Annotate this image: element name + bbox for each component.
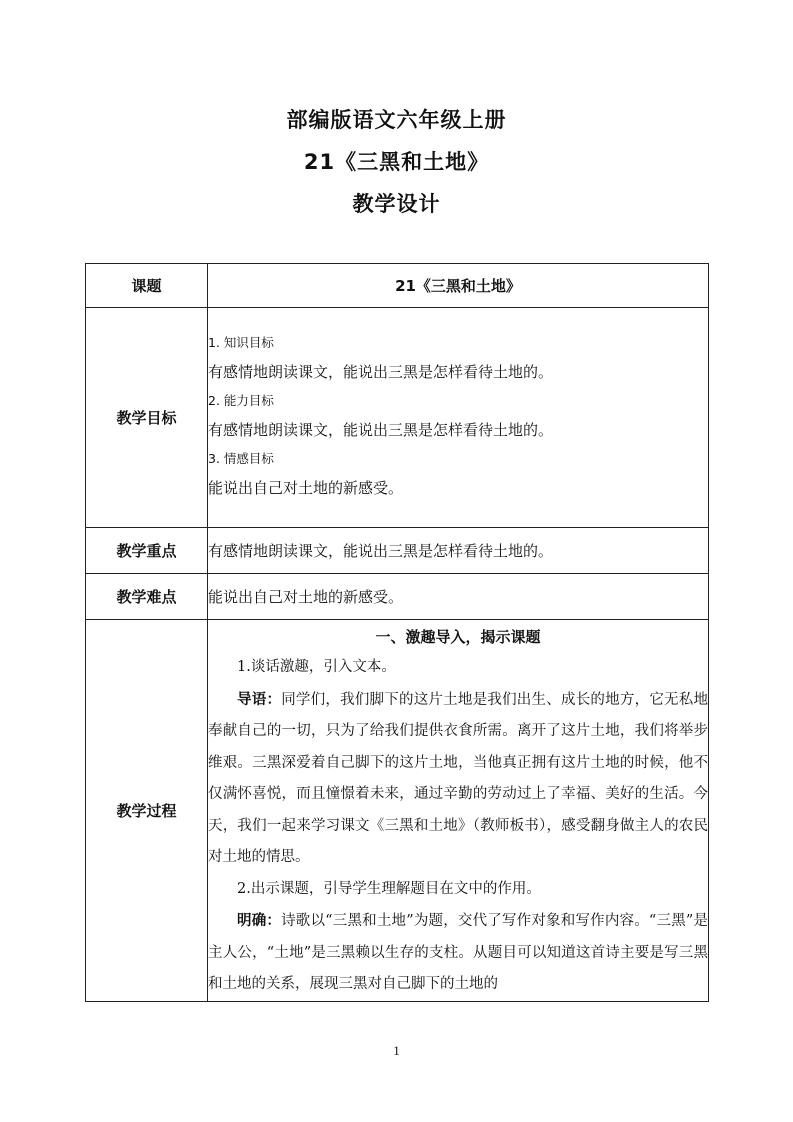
goal-heading: 3. 情感目标 <box>208 450 274 466</box>
process-label: 教学过程 <box>86 620 208 1002</box>
table-row-goals <box>86 308 709 528</box>
page-number: 1 <box>393 1043 400 1058</box>
goal-text: 有感情地朗读课文，能说出三黑是怎样看待土地的。 <box>208 420 554 439</box>
key-point-label: 教学重点 <box>86 528 208 574</box>
goal-heading: 2. 能力目标 <box>208 392 274 408</box>
subject-label: 课题 <box>86 264 208 308</box>
process-intro-paragraph <box>208 684 708 874</box>
goal-heading: 1. 知识目标 <box>208 334 274 350</box>
goal-text: 能说出自己对土地的新感受。 <box>208 478 404 497</box>
subject-value: 21《三黑和土地》 <box>208 264 709 308</box>
difficulty-text: 能说出自己对土地的新感受。 <box>208 574 709 620</box>
doc-title-line3: 教学设计 <box>352 192 441 216</box>
intro-label: 导语： <box>237 690 282 708</box>
process-step-2: 2.出示课题，引导学生理解题目在文中的作用。 <box>237 880 541 897</box>
doc-title-line2: 21《三黑和土地》 <box>303 150 490 174</box>
process-clarify-paragraph <box>208 905 708 1001</box>
table-row-key-point <box>86 528 709 574</box>
clarify-text: 诗歌以“三黑和土地”为题，交代了写作对象和写作内容。“三黑”是主人公，“土地”是三黑赖以生存的支柱。从题目可以知道这首诗主要是写三黑和土地的关系，展现三黑对自己脚下的土地的 <box>208 913 708 992</box>
doc-title-line1: 部编版语文六年级上册 <box>286 108 507 132</box>
goals-content <box>208 308 709 528</box>
process-content <box>208 620 709 1002</box>
process-section-title: 一、激趣导入，揭示课题 <box>375 628 541 646</box>
lesson-plan-table <box>85 263 709 1002</box>
process-step-1: 1.谈话激趣，引入文本。 <box>237 659 396 675</box>
difficulty-label: 教学难点 <box>86 574 208 620</box>
clarify-label: 明确： <box>237 912 282 929</box>
goals-label: 教学目标 <box>86 308 208 528</box>
table-row-process <box>86 620 709 1002</box>
goal-text: 有感情地朗读课文，能说出三黑是怎样看待土地的。 <box>208 362 554 381</box>
table-row-difficulty <box>86 574 709 620</box>
key-point-text: 有感情地朗读课文，能说出三黑是怎样看待土地的。 <box>208 528 709 574</box>
intro-text: 同学们，我们脚下的这片土地是我们出生、成长的地方，它无私地奉献自己的一切，只为了给我们提供衣食所需。离开了这片土地，我们将举步维艰。三黑深爱着自己脚下的这片土地，当他真正拥有这片土地的时候，他不仅满怀喜悦，而且憧憬着未来，通过辛勤的劳动过上了幸福、美好的生活。今天，我们一起来学习课文《三黑和土地》（教师板书），感受翻身做主人的农民对土地的情思。 <box>208 691 709 865</box>
table-row-subject <box>86 264 709 308</box>
